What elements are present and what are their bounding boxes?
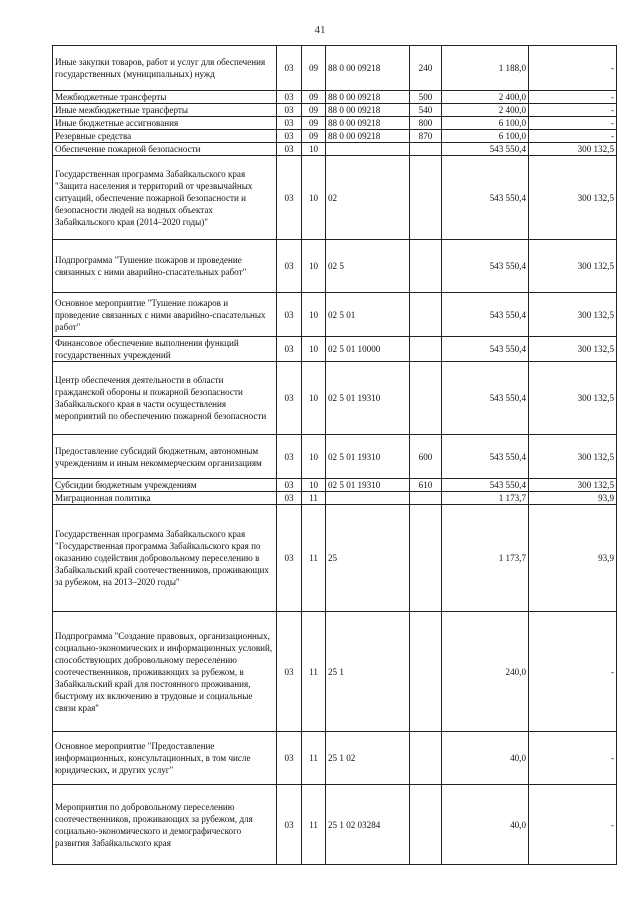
amount-cell: 1 173,7 [442,505,529,612]
target-article-cell: 88 0 00 09218 [326,91,410,104]
target-article-cell: 02 5 01 19310 [326,362,410,435]
target-article-cell: 25 1 02 03284 [326,785,410,865]
amount-cell: 6 100,0 [442,130,529,143]
page-number: 41 [314,24,326,36]
table-row [53,337,617,362]
expense-type-cell: 240 [410,46,442,91]
section-code-cell: 03 [277,337,302,362]
expense-type-cell [410,505,442,612]
amount-cell: 1 188,0 [442,46,529,91]
expense-type-cell: 870 [410,130,442,143]
row-name-cell: Финансовое обеспечение выполнения функций государственных учреждений [53,337,277,362]
amount-second-cell: 93,9 [529,505,617,612]
target-article-cell [326,143,410,156]
amount-cell: 543 550,4 [442,240,529,293]
section-code-cell: 03 [277,505,302,612]
table-row [53,293,617,337]
expense-type-cell [410,156,442,240]
subsection-code-cell: 10 [302,362,326,435]
target-article-cell: 02 5 01 19310 [326,435,410,479]
table-row [53,46,617,91]
expense-type-cell: 500 [410,91,442,104]
amount-cell: 240,0 [442,612,529,732]
section-code-cell: 03 [277,612,302,732]
amount-cell: 2 400,0 [442,91,529,104]
amount-second-cell: - [529,130,617,143]
table-row [53,612,617,732]
subsection-code-cell: 09 [302,46,326,91]
table-row [53,732,617,785]
budget-table [52,45,617,865]
table-row [53,505,617,612]
subsection-code-cell: 10 [302,143,326,156]
expense-type-cell: 610 [410,479,442,492]
subsection-code-cell: 10 [302,479,326,492]
target-article-cell: 25 1 02 [326,732,410,785]
section-code-cell: 03 [277,240,302,293]
subsection-code-cell: 09 [302,117,326,130]
section-code-cell: 03 [277,435,302,479]
table-row [53,130,617,143]
row-name-cell: Основное мероприятие "Предоставление информационных, консультационных, в том числе юридических, и других услуг" [53,732,277,785]
expense-type-cell [410,612,442,732]
expense-type-cell [410,492,442,505]
target-article-cell: 02 [326,156,410,240]
amount-cell: 543 550,4 [442,435,529,479]
amount-cell: 40,0 [442,732,529,785]
target-article-cell: 25 [326,505,410,612]
amount-cell: 543 550,4 [442,156,529,240]
amount-second-cell: - [529,104,617,117]
table-row [53,435,617,479]
section-code-cell: 03 [277,91,302,104]
section-code-cell: 03 [277,785,302,865]
row-name-cell: Миграционная политика [53,492,277,505]
row-name-cell: Иные бюджетные ассигнования [53,117,277,130]
row-name-cell: Обеспечение пожарной безопасности [53,143,277,156]
table-row [53,117,617,130]
subsection-code-cell: 11 [302,492,326,505]
target-article-cell: 02 5 [326,240,410,293]
expense-type-cell: 600 [410,435,442,479]
amount-second-cell: 300 132,5 [529,143,617,156]
row-name-cell: Резервные средства [53,130,277,143]
subsection-code-cell: 11 [302,732,326,785]
section-code-cell: 03 [277,46,302,91]
amount-cell: 1 173,7 [442,492,529,505]
section-code-cell: 03 [277,143,302,156]
amount-cell: 6 100,0 [442,117,529,130]
expense-type-cell [410,293,442,337]
amount-second-cell: 300 132,5 [529,435,617,479]
target-article-cell [326,492,410,505]
table-row [53,785,617,865]
amount-second-cell: - [529,117,617,130]
row-name-cell: Центр обеспечения деятельности в области гражданской обороны и пожарной безопасности Забайкальского края в части осуществления мероприятий по обеспечению пожарной безопасности [53,362,277,435]
amount-second-cell: 300 132,5 [529,362,617,435]
section-code-cell: 03 [277,293,302,337]
table-row [53,240,617,293]
row-name-cell: Иные межбюджетные трансферты [53,104,277,117]
subsection-code-cell: 09 [302,104,326,117]
expense-type-cell [410,362,442,435]
amount-cell: 543 550,4 [442,337,529,362]
amount-second-cell: - [529,732,617,785]
amount-cell: 543 550,4 [442,293,529,337]
subsection-code-cell: 09 [302,130,326,143]
amount-second-cell: - [529,612,617,732]
expense-type-cell [410,732,442,785]
subsection-code-cell: 10 [302,435,326,479]
target-article-cell: 02 5 01 10000 [326,337,410,362]
subsection-code-cell: 11 [302,505,326,612]
section-code-cell: 03 [277,362,302,435]
expense-type-cell [410,240,442,293]
subsection-code-cell: 10 [302,337,326,362]
amount-cell: 543 550,4 [442,479,529,492]
amount-cell: 40,0 [442,785,529,865]
target-article-cell: 88 0 00 09218 [326,117,410,130]
row-name-cell: Межбюджетные трансферты [53,91,277,104]
subsection-code-cell: 09 [302,91,326,104]
table-row [53,143,617,156]
row-name-cell: Подпрограмма "Тушение пожаров и проведение связанных с ними аварийно-спасательных работ" [53,240,277,293]
expense-type-cell [410,143,442,156]
table-row [53,492,617,505]
target-article-cell: 25 1 [326,612,410,732]
amount-second-cell: 93,9 [529,492,617,505]
section-code-cell: 03 [277,479,302,492]
row-name-cell: Предоставление субсидий бюджетным, автономным учреждениям и иным некоммерческим организациям [53,435,277,479]
row-name-cell: Государственная программа Забайкальского края "Защита населения и территорий от чрезвычайных ситуаций, обеспечение пожарной безопасности и безопасности людей на водных объектах Забайкальского края (2014–2020 годы)" [53,156,277,240]
row-name-cell: Подпрограмма "Создание правовых, организационных, социально-экономических и информационных условий, способствующих добровольному переселению соотечественников, проживающих за рубежом, в Забайкальский край для постоянного проживания, быстрому их включению в трудовые и социальные связи края" [53,612,277,732]
target-article-cell: 88 0 00 09218 [326,46,410,91]
section-code-cell: 03 [277,156,302,240]
table-row [53,362,617,435]
amount-cell: 2 400,0 [442,104,529,117]
expense-type-cell: 800 [410,117,442,130]
subsection-code-cell: 10 [302,240,326,293]
row-name-cell: Основное мероприятие "Тушение пожаров и проведение связанных с ними аварийно-спасательных работ" [53,293,277,337]
table-row [53,91,617,104]
subsection-code-cell: 11 [302,612,326,732]
row-name-cell: Иные закупки товаров, работ и услуг для обеспечения государственных (муниципальных) нужд [53,46,277,91]
target-article-cell: 02 5 01 [326,293,410,337]
subsection-code-cell: 10 [302,293,326,337]
section-code-cell: 03 [277,130,302,143]
table-row [53,156,617,240]
amount-second-cell: - [529,46,617,91]
expense-type-cell [410,337,442,362]
table-row [53,479,617,492]
amount-second-cell: 300 132,5 [529,293,617,337]
amount-second-cell: 300 132,5 [529,337,617,362]
row-name-cell: Государственная программа Забайкальского края "Государственная программа Забайкальского края по оказанию содействия добровольному переселению в Забайкальский край соотечественников, проживающих за рубежом, на 2013–2020 годы" [53,505,277,612]
section-code-cell: 03 [277,104,302,117]
expense-type-cell [410,785,442,865]
subsection-code-cell: 11 [302,785,326,865]
amount-second-cell: - [529,785,617,865]
row-name-cell: Субсидии бюджетным учреждениям [53,479,277,492]
amount-second-cell: 300 132,5 [529,156,617,240]
amount-second-cell: - [529,91,617,104]
amount-cell: 543 550,4 [442,362,529,435]
target-article-cell: 88 0 00 09218 [326,130,410,143]
section-code-cell: 03 [277,117,302,130]
target-article-cell: 02 5 01 19310 [326,479,410,492]
row-name-cell: Мероприятия по добровольному переселению соотечественников, проживающих за рубежом, для социально-экономического и демографического развития Забайкальского края [53,785,277,865]
amount-second-cell: 300 132,5 [529,479,617,492]
amount-cell: 543 550,4 [442,143,529,156]
subsection-code-cell: 10 [302,156,326,240]
amount-second-cell: 300 132,5 [529,240,617,293]
section-code-cell: 03 [277,732,302,785]
expense-type-cell: 540 [410,104,442,117]
target-article-cell: 88 0 00 09218 [326,104,410,117]
table-row [53,104,617,117]
section-code-cell: 03 [277,492,302,505]
